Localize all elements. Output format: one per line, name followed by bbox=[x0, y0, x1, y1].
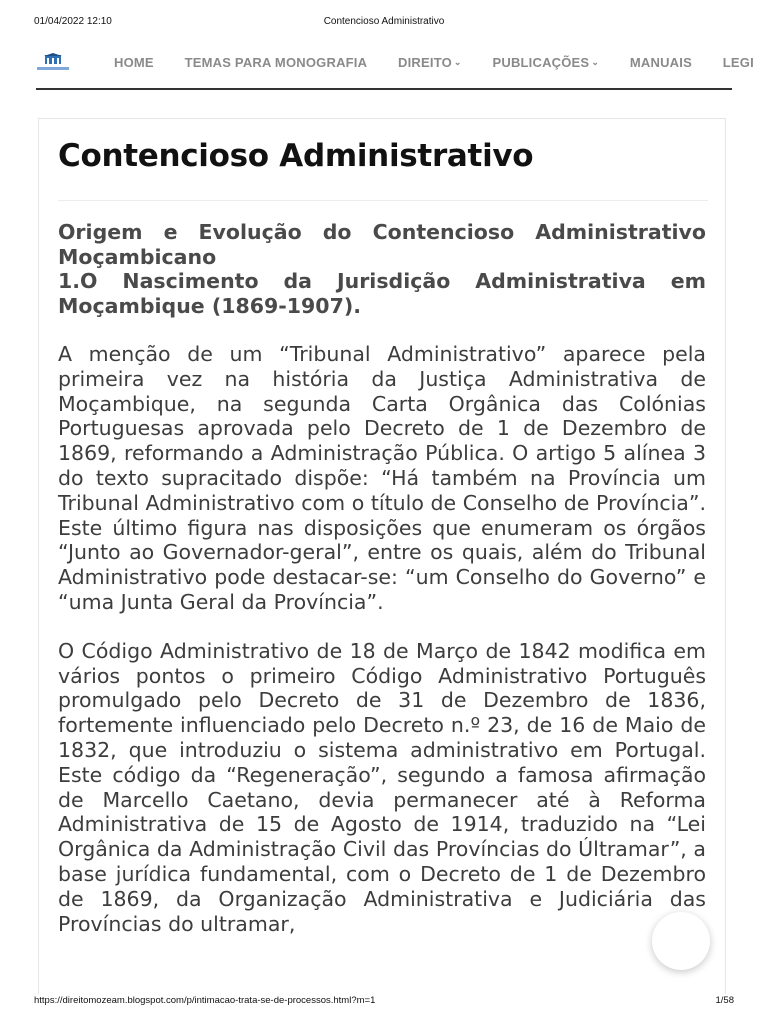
article-body bbox=[58, 220, 706, 936]
nav-item-label: HOME bbox=[114, 55, 154, 70]
article-paragraph: O Código Administrativo de 18 de Março de 1842 modifica em vários pontos o primeiro Código Administrativo Português promulgado pelo Decreto de 31 de Dezembro de 1836, fortemente influenciado pelo Decreto n.º 23, de 16 de Maio de 1832, que introduziu o sistema administrativo em Portugal. Este código da “Regeneração”, segundo a famosa afirmação de Marcello Caetano, devia permanecer até à Reforma Administrativa de 15 de Agosto de 1914, traduzido na “Lei Orgânica da Administração Civil das Províncias do Últramar”, a base jurídica fundamental, com o Decreto de 1 de Dezembro de 1869, da Organização Administrativa e Judiciária das Províncias do ultramar, bbox=[58, 638, 706, 936]
nav-item-legislacao[interactable] bbox=[723, 55, 754, 70]
nav-item-manuais[interactable] bbox=[630, 55, 692, 70]
nav-item-direito[interactable] bbox=[398, 55, 462, 70]
page-number: 1/58 bbox=[715, 995, 734, 1006]
nav-menu bbox=[114, 55, 781, 70]
nav-item-temas-para-monografia[interactable] bbox=[185, 55, 368, 70]
title-divider bbox=[58, 200, 708, 201]
floating-action-button[interactable] bbox=[652, 912, 710, 970]
chevron-down-icon: ⌄ bbox=[453, 57, 462, 67]
print-footer bbox=[0, 994, 768, 1024]
print-title: Contencioso Administrativo bbox=[323, 16, 445, 27]
subsection-heading: 1.O Nascimento da Jurisdição Administrativa em Moçambique (1869-1907). bbox=[58, 269, 706, 318]
section-heading: Origem e Evolução do Contencioso Administrativo Moçambicano bbox=[58, 220, 706, 269]
nav-item-home[interactable] bbox=[114, 55, 154, 70]
nav-item-label: TEMAS PARA MONOGRAFIA bbox=[184, 55, 368, 70]
nav-item-label: PUBLICAÇÕES bbox=[492, 55, 590, 70]
site-logo-icon[interactable] bbox=[36, 53, 70, 73]
chevron-down-icon: ⌄ bbox=[591, 57, 600, 67]
page-url: https://direitomozeam.blogspot.com/p/intimacao-trata-se-de-processos.html?m=1 bbox=[34, 995, 376, 1006]
nav-item-label: DIREITO bbox=[398, 55, 452, 70]
nav-item-label: MANUAIS bbox=[629, 55, 692, 70]
page-title: Contencioso Administrativo bbox=[58, 138, 534, 174]
print-date: 01/04/2022 12:10 bbox=[34, 16, 112, 27]
top-navigation bbox=[36, 44, 754, 90]
nav-item-publicacoes[interactable] bbox=[492, 55, 599, 70]
nav-item-label: LEGI bbox=[722, 55, 754, 70]
article-paragraph: A menção de um “Tribunal Administrativo” aparece pela primeira vez na história da Justiça Administrativa de Moçambique, na segunda Carta Orgânica das Colónias Portuguesas aprovada pelo Decreto de 1 de Dezembro de 1869, reformando a Administração Pública. O artigo 5 alínea 3 do texto supracitado dispõe: “Há também na Província um Tribunal Administrativo com o título de Conselho de Província”. Este último figura nas disposições que enumeram os órgãos “Junto ao Governador-geral”, entre os quais, além do Tribunal Administrativo pode destacar-se: “um Conselho do Governo” e “uma Junta Geral da Província”. bbox=[58, 342, 706, 614]
